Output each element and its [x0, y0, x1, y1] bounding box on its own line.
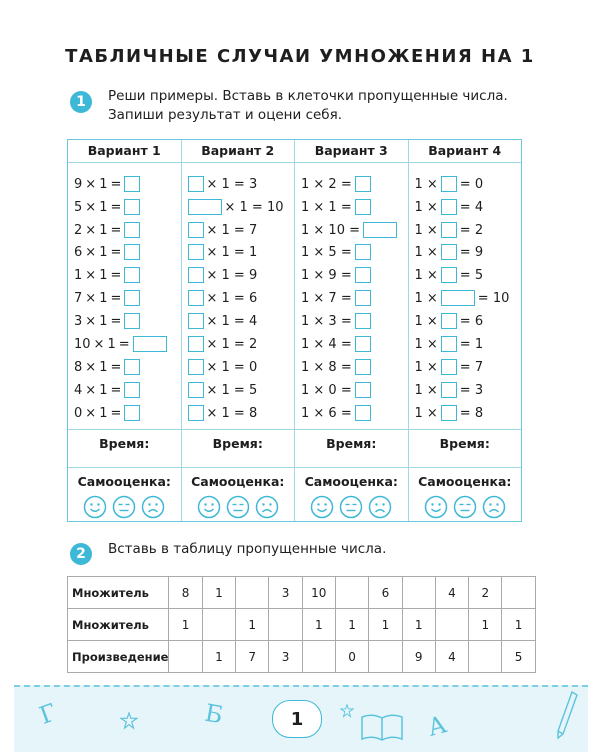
example-row: 1 × = 4: [414, 199, 484, 215]
table-cell[interactable]: [435, 609, 468, 641]
answer-box[interactable]: [355, 336, 371, 352]
self-assessment-faces: [409, 495, 522, 519]
example-row: 1 × 6 =: [301, 404, 371, 422]
factor: 1: [99, 199, 108, 215]
answer-box[interactable]: [355, 267, 371, 283]
example-row: 1 × = 9: [414, 244, 484, 260]
variant-3-column: [295, 140, 409, 521]
factor: 5: [74, 199, 83, 215]
decorative-letter: Б: [202, 698, 225, 730]
example-row: × 1 = 2: [188, 335, 258, 353]
factor: 1: [99, 290, 108, 306]
neutral-face-icon[interactable]: [453, 495, 477, 519]
example-row: × 1 = 5: [188, 381, 258, 399]
answer-box[interactable]: [355, 359, 371, 375]
example-row: 1 × = 10: [414, 290, 510, 306]
factor: 3: [74, 313, 83, 329]
table-cell[interactable]: 1: [236, 609, 269, 641]
example-row: 1 × 0 =: [301, 381, 371, 399]
table-cell[interactable]: 8: [169, 577, 202, 609]
factor: 10: [74, 336, 91, 352]
answer-box[interactable]: [441, 199, 457, 215]
factor: 1: [107, 336, 116, 352]
variants-table: [67, 139, 522, 522]
example-row: × 1 = 9: [188, 266, 258, 284]
example-row: 0 × 1 =: [74, 404, 140, 422]
pencil-icon: [555, 690, 579, 740]
table-cell[interactable]: [302, 641, 335, 673]
example-row: 1 × = 1: [414, 336, 484, 352]
factor: 1: [99, 359, 108, 375]
book-icon: [360, 712, 404, 742]
task-2-instructions: Вставь в таблицу пропущенные числа.: [108, 541, 387, 557]
example-row: 1 × 7 =: [301, 289, 371, 307]
answer-box[interactable]: [188, 290, 204, 306]
sad-face-icon[interactable]: [141, 495, 165, 519]
smile-face-icon[interactable]: [310, 495, 334, 519]
task-number-badge-1: 1: [70, 91, 92, 113]
sad-face-icon[interactable]: [368, 495, 392, 519]
star-icon: [120, 712, 138, 730]
table-cell[interactable]: 4: [435, 641, 468, 673]
variant-4-column: [409, 140, 522, 521]
factor: 1: [99, 244, 108, 260]
variant-3-header: Вариант 3: [295, 140, 408, 163]
task-number-badge-2: 2: [70, 543, 92, 565]
example-row: × 1 = 1: [188, 243, 258, 261]
variant-2-header: Вариант 2: [182, 140, 295, 163]
table-cell[interactable]: 3: [269, 577, 302, 609]
answer-box[interactable]: [441, 244, 457, 260]
example-row: 6 × 1 =: [74, 243, 140, 261]
factor: 8: [74, 359, 83, 375]
example-row: 1 × 8 =: [301, 358, 371, 376]
answer-box[interactable]: [124, 199, 140, 215]
answer-box[interactable]: [355, 244, 371, 260]
answer-box[interactable]: [188, 176, 204, 192]
example-row: × 1 = 8: [188, 404, 258, 422]
answer-box[interactable]: [441, 359, 457, 375]
answer-box[interactable]: [124, 267, 140, 283]
answer-box[interactable]: [124, 382, 140, 398]
page-title: ТАБЛИЧНЫЕ СЛУЧАИ УМНОЖЕНИЯ НА 1: [65, 46, 535, 67]
example-row: 1 × 10 =: [301, 221, 397, 239]
smile-face-icon[interactable]: [424, 495, 448, 519]
answer-box[interactable]: [124, 405, 140, 421]
example-row: × 1 = 10: [188, 198, 284, 216]
factor: 1: [74, 267, 83, 283]
example-row: 1 × 2 =: [301, 175, 371, 193]
table-cell[interactable]: 0: [335, 641, 368, 673]
neutral-face-icon[interactable]: [226, 495, 250, 519]
self-assessment-label: Самооценка:: [418, 474, 512, 489]
answer-box[interactable]: [355, 313, 371, 329]
example-row: × 1 = 0: [188, 358, 258, 376]
table-cell[interactable]: 1: [169, 609, 202, 641]
row-label: Множитель: [68, 609, 169, 641]
answer-box[interactable]: [355, 405, 371, 421]
example-row: 1 × = 6: [414, 313, 484, 329]
example-row: 1 × = 2: [414, 222, 484, 238]
example-row: 8 × 1 =: [74, 358, 140, 376]
factor: 1: [99, 176, 108, 192]
table-row: [68, 641, 536, 673]
task-1-text-line-1: Реши примеры. Вставь в клеточки пропущенные числа.: [108, 88, 508, 104]
smile-face-icon[interactable]: [83, 495, 107, 519]
table-cell[interactable]: 1: [302, 609, 335, 641]
neutral-face-icon[interactable]: [339, 495, 363, 519]
example-row: 1 × 5 =: [301, 243, 371, 261]
answer-box[interactable]: [124, 176, 140, 192]
table-cell[interactable]: 10: [302, 577, 335, 609]
answer-box[interactable]: [124, 290, 140, 306]
sad-face-icon[interactable]: [255, 495, 279, 519]
answer-box[interactable]: [441, 267, 457, 283]
table-cell[interactable]: 5: [502, 641, 535, 673]
answer-box[interactable]: [188, 405, 204, 421]
table-cell[interactable]: [502, 577, 535, 609]
task-1-text-line-2: Запиши результат и оцени себя.: [108, 107, 343, 123]
answer-box[interactable]: [441, 176, 457, 192]
answer-box[interactable]: [355, 199, 371, 215]
time-label: Время:: [182, 430, 295, 468]
table-cell[interactable]: 2: [469, 577, 502, 609]
table-cell[interactable]: 1: [469, 609, 502, 641]
table-cell[interactable]: [335, 577, 368, 609]
table-row: [68, 577, 536, 609]
smile-face-icon[interactable]: [197, 495, 221, 519]
answer-box[interactable]: [188, 359, 204, 375]
example-row: 5 × 1 =: [74, 198, 140, 216]
example-row: 1 × = 5: [414, 267, 484, 283]
variant-2-examples: [182, 163, 295, 430]
factor: 2: [74, 222, 83, 238]
table-cell[interactable]: 1: [202, 641, 235, 673]
row-label: Произведение: [68, 641, 169, 673]
factor: 9: [74, 176, 83, 192]
answer-box[interactable]: [355, 382, 371, 398]
self-assessment: [409, 468, 522, 519]
example-row: 1 × 4 =: [301, 335, 371, 353]
example-row: × 1 = 7: [188, 221, 258, 239]
table-cell[interactable]: [369, 641, 402, 673]
example-row: 4 × 1 =: [74, 381, 140, 399]
table-cell[interactable]: 1: [369, 609, 402, 641]
answer-box[interactable]: [441, 382, 457, 398]
self-assessment: [68, 468, 181, 519]
example-row: 1 × 3 =: [301, 312, 371, 330]
table-row: [68, 609, 536, 641]
table-cell[interactable]: 7: [236, 641, 269, 673]
answer-box[interactable]: [188, 244, 204, 260]
answer-box[interactable]: [441, 313, 457, 329]
answer-box[interactable]: [188, 313, 204, 329]
example-row: 1 × = 3: [414, 382, 484, 398]
factor: 1: [99, 222, 108, 238]
self-assessment-faces: [295, 495, 408, 519]
answer-box[interactable]: [363, 222, 397, 238]
self-assessment-label: Самооценка:: [77, 474, 171, 489]
answer-box[interactable]: [441, 405, 457, 421]
table-cell[interactable]: 1: [402, 609, 435, 641]
self-assessment-faces: [68, 495, 181, 519]
table-cell[interactable]: [269, 609, 302, 641]
table-cell[interactable]: 9: [402, 641, 435, 673]
time-label: Время:: [68, 430, 181, 468]
self-assessment: [295, 468, 408, 519]
table-cell[interactable]: 1: [202, 577, 235, 609]
multiplication-table: [67, 576, 536, 673]
example-row: 1 × 1 =: [74, 266, 140, 284]
decorative-letter: Г: [35, 698, 61, 730]
table-cell[interactable]: 6: [369, 577, 402, 609]
example-row: 3 × 1 =: [74, 312, 140, 330]
answer-box[interactable]: [133, 336, 167, 352]
variant-3-examples: [295, 163, 408, 430]
factor: 1: [99, 267, 108, 283]
table-cell[interactable]: 4: [435, 577, 468, 609]
answer-box[interactable]: [124, 222, 140, 238]
table-cell[interactable]: [236, 577, 269, 609]
table-cell[interactable]: 1: [502, 609, 535, 641]
sad-face-icon[interactable]: [482, 495, 506, 519]
operator: ×: [85, 176, 97, 192]
answer-box[interactable]: [188, 267, 204, 283]
table-cell[interactable]: [402, 577, 435, 609]
factor: 6: [74, 244, 83, 260]
self-assessment: [182, 468, 295, 519]
variant-1-header: Вариант 1: [68, 140, 181, 163]
example-row: × 1 = 6: [188, 289, 258, 307]
example-row: 1 × = 0: [414, 176, 484, 192]
factor: 1: [99, 313, 108, 329]
factor: 7: [74, 290, 83, 306]
example-row: 10 × 1 =: [74, 335, 167, 353]
example-row: 2 × 1 =: [74, 221, 140, 239]
self-assessment-faces: [182, 495, 295, 519]
answer-box[interactable]: [124, 313, 140, 329]
answer-box[interactable]: [441, 290, 475, 306]
factor: 4: [74, 382, 83, 398]
example-row: 1 × 9 =: [301, 266, 371, 284]
example-row: 9 × 1 =: [74, 175, 140, 193]
factor: 1: [99, 405, 108, 421]
example-row: 7 × 1 =: [74, 289, 140, 307]
answer-box[interactable]: [188, 222, 204, 238]
answer-box[interactable]: [124, 359, 140, 375]
example-row: 1 × = 8: [414, 405, 484, 421]
variant-2-column: [182, 140, 296, 521]
variant-1-column: [68, 140, 182, 521]
answer-box[interactable]: [441, 222, 457, 238]
page-number: 1: [272, 700, 322, 738]
table-cell[interactable]: 3: [269, 641, 302, 673]
time-label: Время:: [295, 430, 408, 468]
answer-box[interactable]: [355, 290, 371, 306]
factor: 0: [74, 405, 83, 421]
table-cell[interactable]: [202, 609, 235, 641]
answer-box[interactable]: [124, 244, 140, 260]
example-row: 1 × = 7: [414, 359, 484, 375]
table-cell[interactable]: 1: [335, 609, 368, 641]
variant-4-examples: [409, 163, 522, 430]
answer-box[interactable]: [188, 199, 222, 215]
answer-box[interactable]: [188, 336, 204, 352]
answer-box[interactable]: [441, 336, 457, 352]
variant-1-examples: [68, 163, 181, 430]
neutral-face-icon[interactable]: [112, 495, 136, 519]
self-assessment-label: Самооценка:: [304, 474, 398, 489]
answer-box[interactable]: [188, 382, 204, 398]
example-row: × 1 = 3: [188, 175, 258, 193]
decorative-letter: А: [424, 710, 450, 742]
example-row: × 1 = 4: [188, 312, 258, 330]
answer-box[interactable]: [355, 176, 371, 192]
time-label: Время:: [409, 430, 522, 468]
variant-4-header: Вариант 4: [409, 140, 522, 163]
self-assessment-label: Самооценка:: [191, 474, 285, 489]
table-cell[interactable]: [469, 641, 502, 673]
table-cell[interactable]: [169, 641, 202, 673]
factor: 1: [99, 382, 108, 398]
example-row: 1 × 1 =: [301, 198, 371, 216]
star-icon: [340, 704, 354, 718]
task-1-instructions: [108, 87, 508, 125]
row-label: Множитель: [68, 577, 169, 609]
